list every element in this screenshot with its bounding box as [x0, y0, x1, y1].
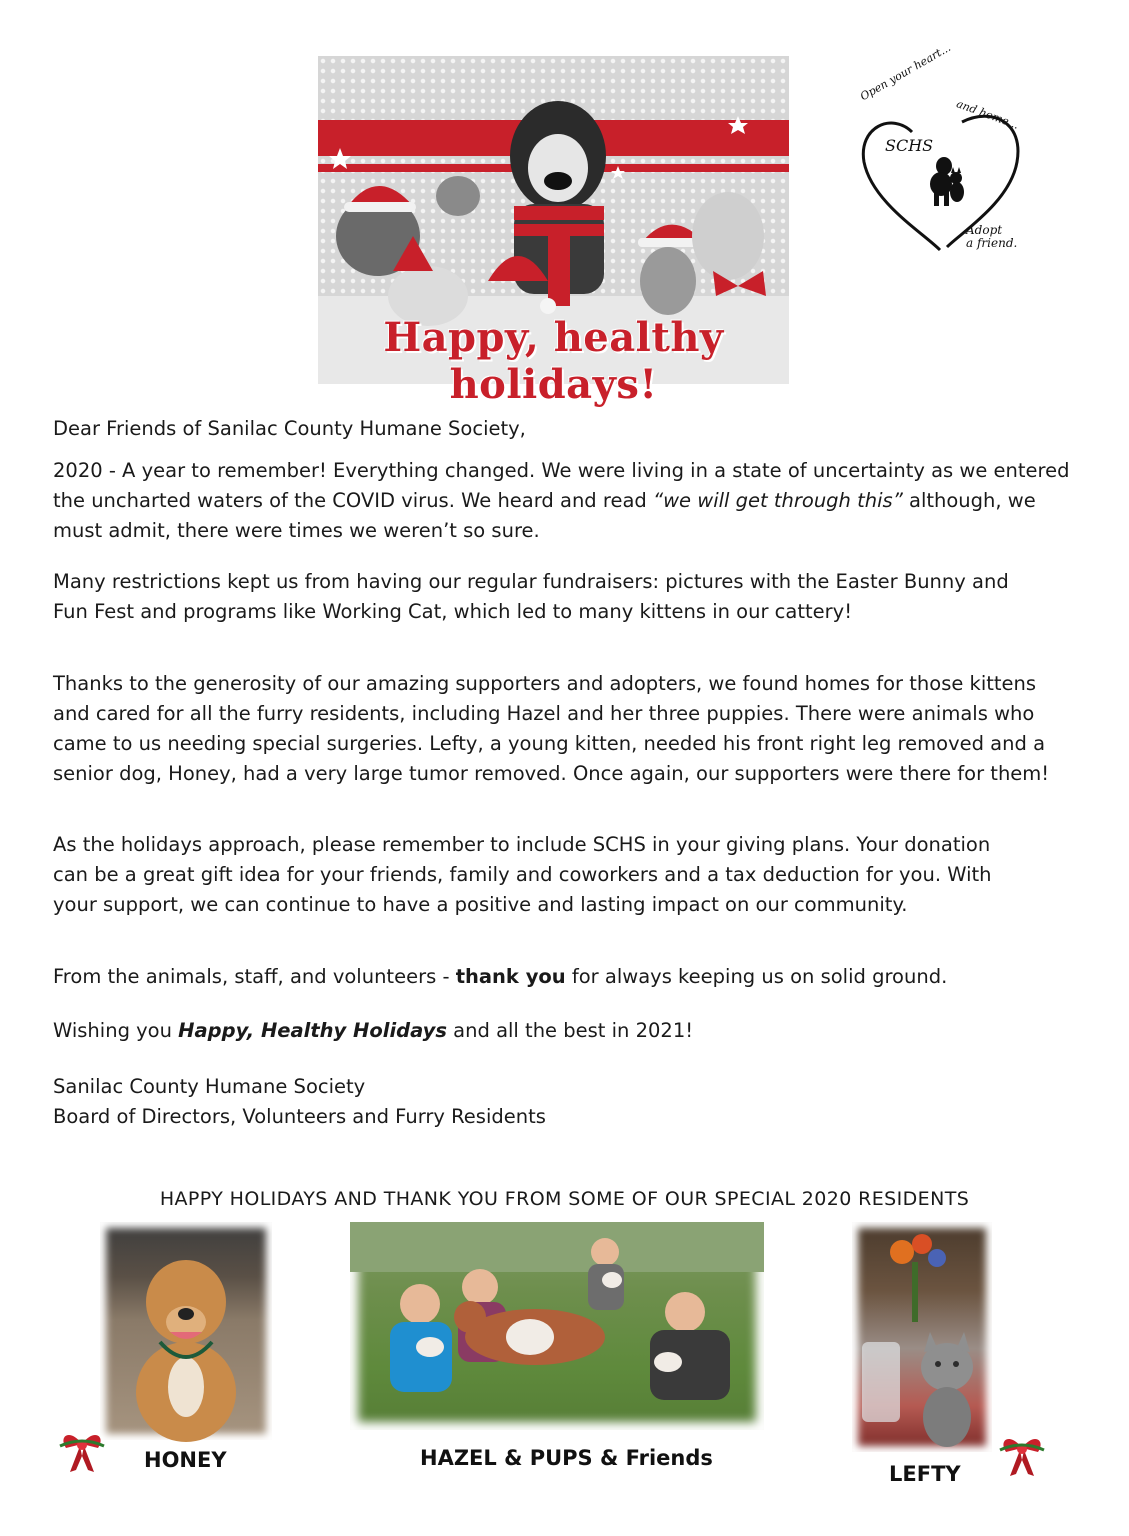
logo-adopt-line2: a friend.: [966, 236, 1018, 250]
honey-label: HONEY: [144, 1448, 227, 1472]
holiday-bow-icon: [56, 1426, 108, 1476]
logo-schs-text: SCHS: [885, 136, 934, 155]
hazel-label: HAZEL & PUPS & Friends: [420, 1446, 713, 1470]
letter-paragraph-4: As the holidays approach, please remember to include SCHS in your giving plans. Your donation can be a great gift idea for your friends, family and coworkers and a tax deduction for you. With your support, we can continue to have a positive and lasting impact on our community.: [53, 833, 992, 916]
logo-right-text: and home...: [954, 97, 1021, 132]
thank-you-emphasis: thank you: [455, 965, 566, 988]
hazel-group-illustration: [350, 1222, 764, 1430]
logo-top-text: Open your heart...: [858, 40, 953, 104]
letter-paragraph-6: [53, 1016, 1073, 1046]
letter-salutation: Dear Friends of Sanilac County Humane Society,: [53, 417, 526, 440]
signature-line-1: Sanilac County Humane Society: [53, 1075, 366, 1098]
happy-holidays-emphasis: Happy, Healthy Holidays: [178, 1019, 447, 1042]
paragraph-1-text-b: although, we must admit, there were times we weren’t so sure.: [53, 489, 1036, 542]
lefty-photo: [852, 1222, 992, 1452]
letter-paragraph-5: [53, 962, 1073, 992]
lefty-label: LEFTY: [889, 1462, 961, 1486]
hazel-pups-friends-photo: [350, 1222, 764, 1430]
logo-adopt-text: [966, 224, 1017, 250]
holiday-banner-image: [318, 56, 789, 408]
lefty-kitten-illustration: [852, 1222, 992, 1452]
paragraph-1-text-a: 2020 - A year to remember! Everything changed. We were living in a state of uncertainty as we entered the uncharted waters of the COVID virus. We heard and read: [53, 459, 1070, 512]
paragraph-5-text-b: for always keeping us on solid ground.: [565, 965, 948, 988]
honey-dog-illustration: [100, 1222, 272, 1440]
signature-line-2: Board of Directors, Volunteers and Furry Residents: [53, 1105, 546, 1128]
photos-heading: HAPPY HOLIDAYS AND THANK YOU FROM SOME OF OUR SPECIAL 2020 RESIDENTS: [159, 1188, 970, 1210]
paragraph-6-text-b: and all the best in 2021!: [446, 1019, 694, 1042]
paragraph-1-quote: “we will get through this”: [653, 489, 903, 512]
letter-paragraph-2: Many restrictions kept us from having our regular fundraisers: pictures with the Easter Bunny and Fun Fest and programs like Working Cat, which led to many kittens in our cattery!: [53, 570, 1009, 623]
holiday-bow-icon: [996, 1430, 1048, 1480]
paragraph-6-text-a: Wishing you: [53, 1019, 179, 1042]
honey-photo: [100, 1222, 272, 1440]
banner-title: Happy, healthy holidays!: [383, 314, 724, 408]
dog-cat-icon: [930, 157, 964, 206]
letter-paragraph-3: Thanks to the generosity of our amazing supporters and adopters, we found homes for those kittens and cared for all the furry residents, including Hazel and her three puppies. There were animals who came to us needing special surgeries. Lefty, a young kitten, needed his front right leg removed and a senior dog, Honey, had a very large tumor removed. Once again, our supporters were there for them!: [53, 672, 1050, 785]
letter-paragraph-1: [53, 456, 1073, 546]
paragraph-5-text-a: From the animals, staff, and volunteers -: [53, 965, 456, 988]
logo-adopt-line1: Adopt: [966, 223, 1003, 237]
letter-signature: [53, 1072, 1073, 1132]
